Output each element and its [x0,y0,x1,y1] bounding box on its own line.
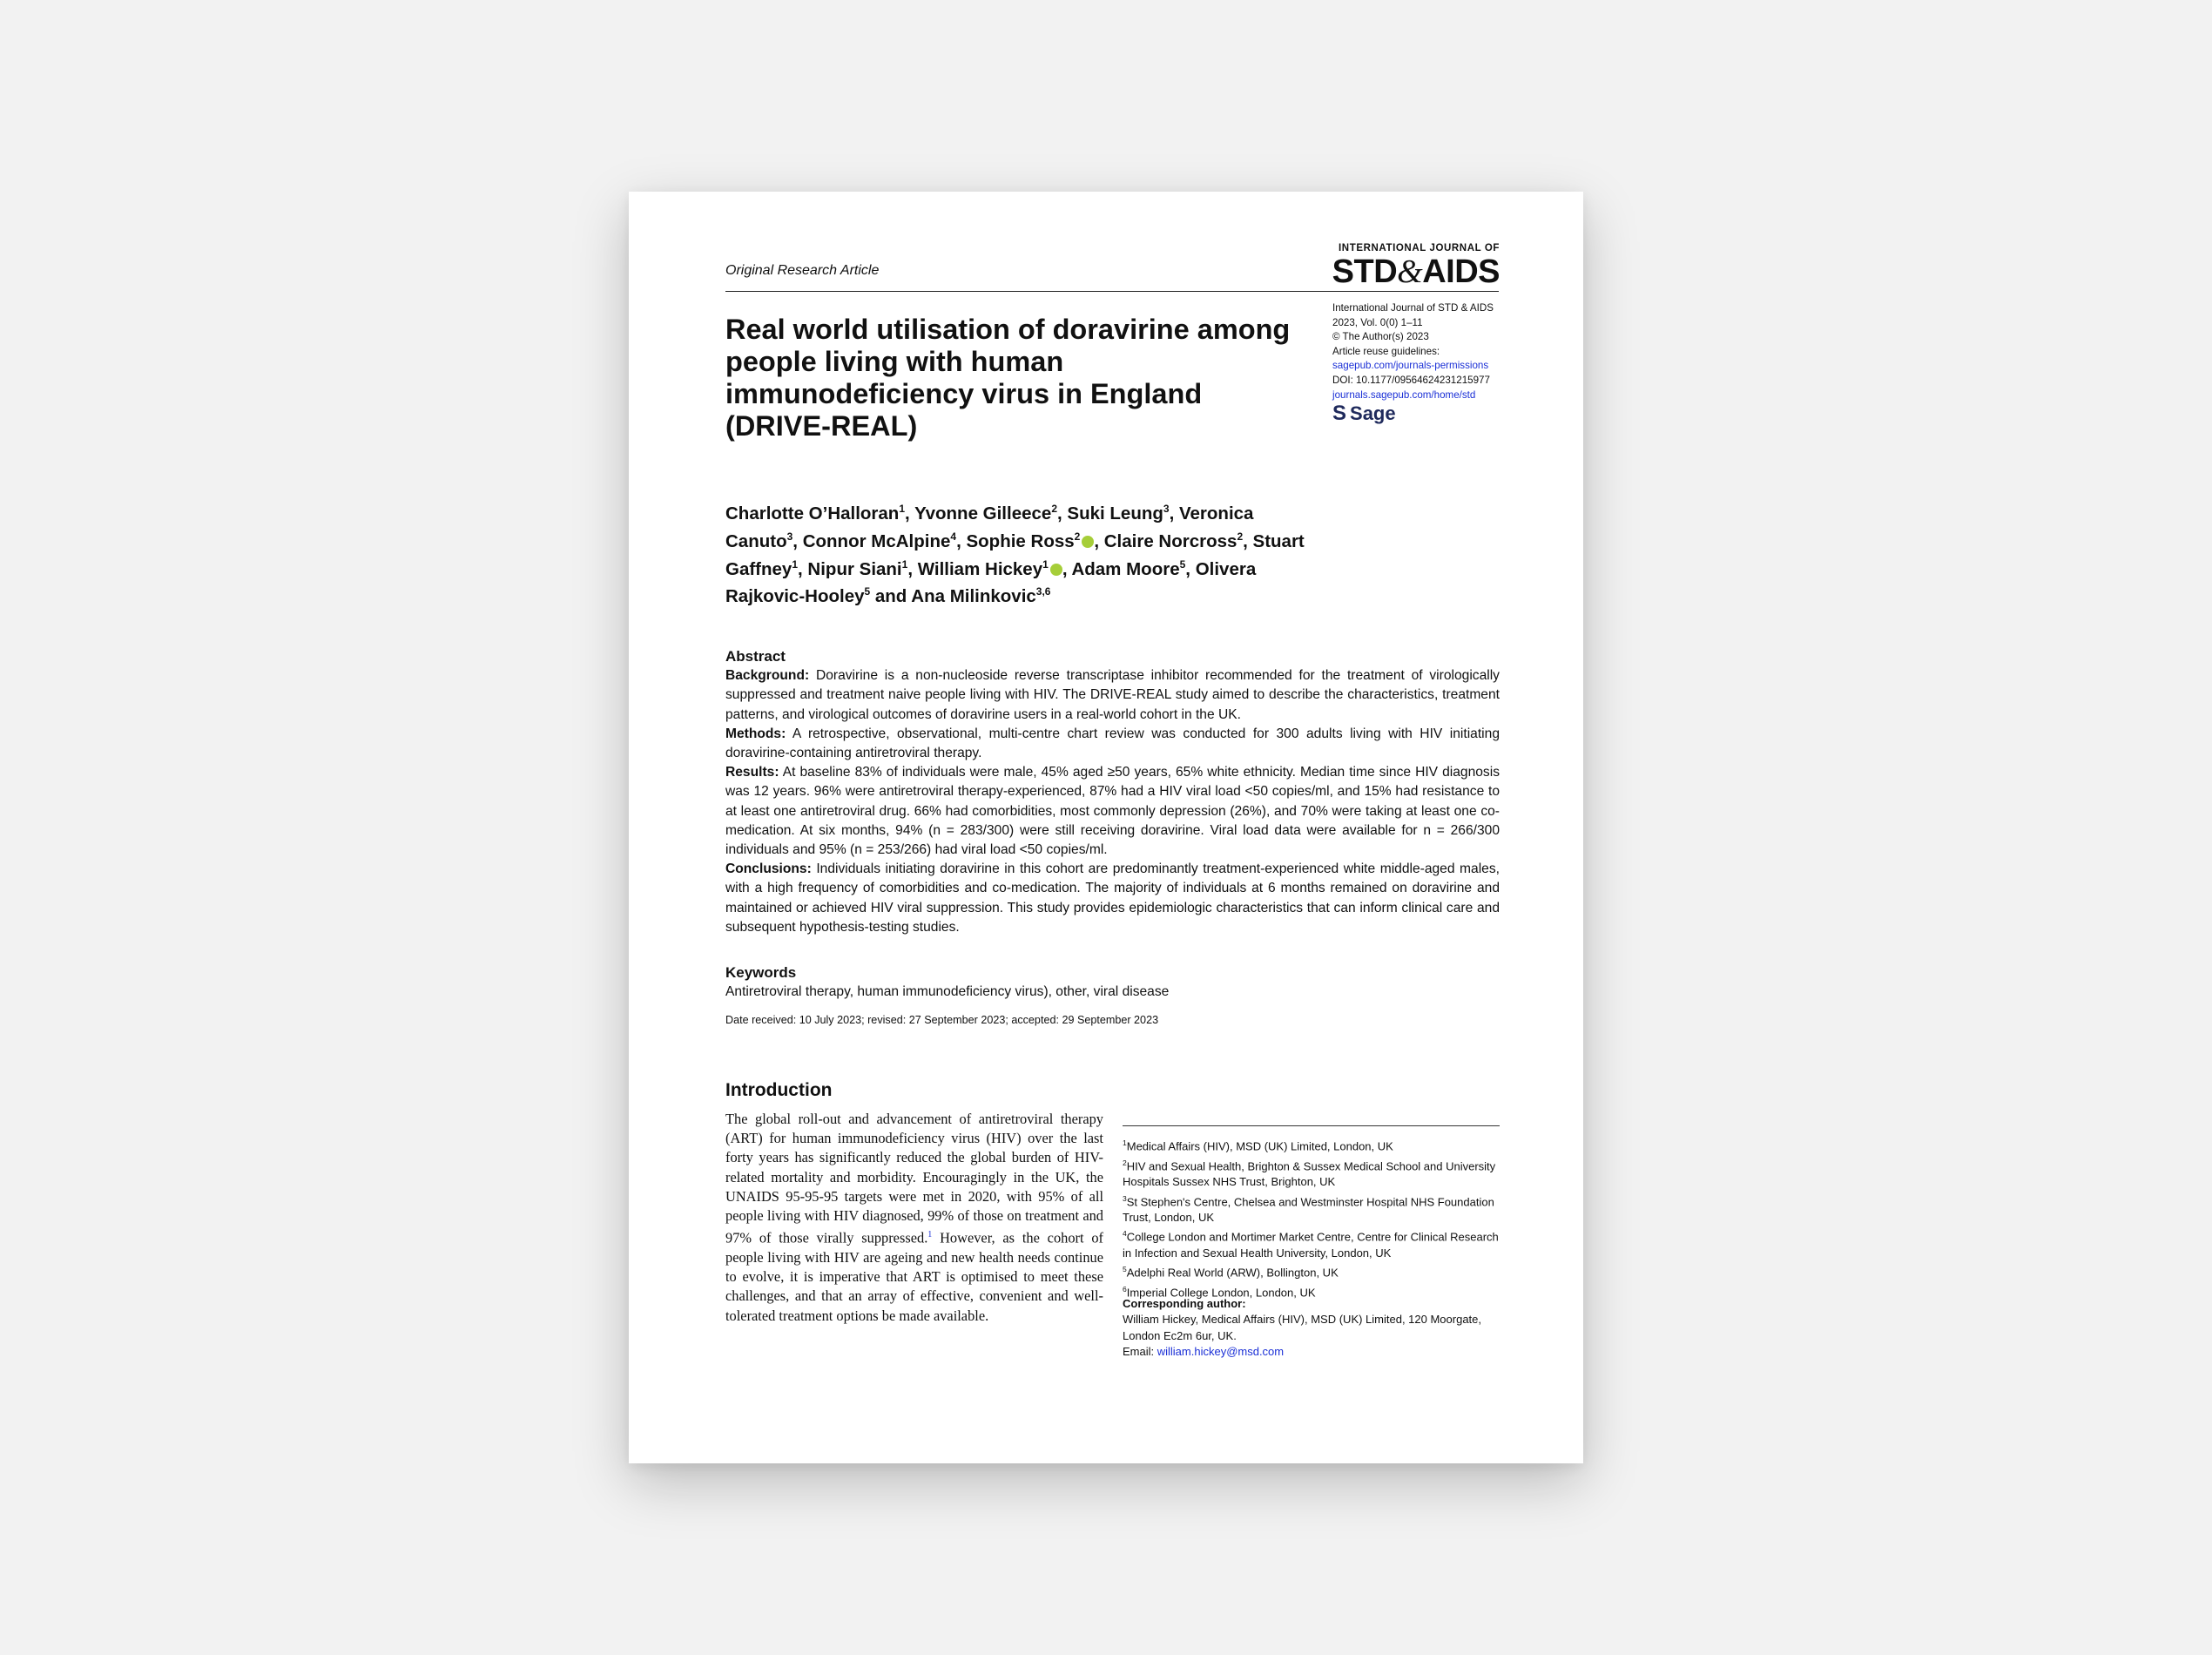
author-separator: , [1057,503,1068,524]
article-metadata [1332,301,1507,402]
abstract-text: At baseline 83% of individuals were male, 45% aged ≥50 years, 65% white ethnicity. Median time since HIV diagnosis was 12 years. 96% were antiretroviral therapy-experienced, 87% had a HIV viral load <50 copies/ml, and 15% had resistance to at least one antiretroviral drug. 66% had comorbidities, most commonly depression (26%), and 70% were taking at least one co-medication. At six months, 94% (n = 283/300) were still receiving doravirine. Viral load data were available for n = 266/300 individuals and 95% (n = 253/266) had viral load <50 copies/ml. [725,765,1500,858]
email-link[interactable]: william.hickey@msd.com [1157,1344,1285,1358]
abstract-label: Conclusions: [725,861,812,877]
author-separator: , [905,503,915,524]
author-name: Connor McAlpine [802,530,951,551]
author-separator: , [798,558,808,579]
introduction-heading: Introduction [725,1080,833,1100]
meta-reuse-link[interactable]: sagepub.com/journals-permissions [1332,360,1489,372]
header-rule [725,291,1499,292]
reference-link[interactable]: 1 [927,1230,933,1240]
article-type-label: Original Research Article [725,263,880,278]
author-name: Nipur Siani [807,558,902,579]
author-affiliation-marker: 1 [901,557,908,571]
article-dates: Date received: 10 July 2023; revised: 27 September 2023; accepted: 29 September 2023 [725,1014,1159,1026]
abstract-label: Background: [725,668,810,684]
orcid-icon[interactable] [1050,564,1062,576]
introduction-text [725,1110,1103,1326]
author-affiliation-marker: 1 [1042,557,1049,571]
author-name: Adam Moore [1071,558,1180,579]
introduction-text-part1: The global roll-out and advancement of antiretroviral therapy (ART) for human immunodeficiency virus (HIV) over the last forty years has significantly reduced the global burden of HIV-related mortality and morbidity. Encouragingly in the UK, the UNAIDS 95-95-95 targets were met in 2020, with 95% of all people living with HIV diagnosed, 99% of those on treatment and 97% of those virally suppressed. [725,1111,1103,1246]
author-name: Olivera Rajkovic-Hooley [725,558,1257,607]
author-separator: , [792,530,803,551]
affiliation-item [1123,1155,1502,1191]
affiliation-text: Medical Affairs (HIV), MSD (UK) Limited, London, UK [1126,1139,1393,1153]
author-name: Stuart Gaffney [725,530,1305,579]
article-page [629,192,1583,1463]
affiliation-text: St Stephen's Centre, Chelsea and Westminster Hospital NHS Foundation Trust, London, UK [1123,1194,1494,1225]
author-separator: , [1169,503,1179,524]
journal-logo-main [1322,254,1500,289]
author-name: William Hickey [917,558,1043,579]
sage-wordmark: Sage [1350,402,1396,424]
affiliation-number: 2 [1123,1158,1127,1167]
corresponding-heading: Corresponding author: [1123,1297,1246,1310]
meta-doi: DOI: 10.1177/09564624231215977 [1332,374,1490,386]
footnote-rule [1123,1125,1500,1126]
author-affiliation-marker: 2 [1051,503,1057,515]
abstract-heading: Abstract [725,648,786,665]
author-separator: and [870,586,912,607]
journal-logo-std: STD [1332,253,1398,290]
abstract-background [725,666,1500,725]
keywords-heading: Keywords [725,964,797,981]
introduction-text-part2: However, as the cohort of people living with HIV are ageing and new health needs continue to evolve, it is imperative that ART is optimised to meet these challenges, and that an array of effective, convenient and well-tolerated treatment options be made available. [725,1229,1103,1324]
abstract-results [725,763,1500,860]
affiliation-text: Adelphi Real World (ARW), Bollington, UK [1126,1266,1339,1280]
affiliation-text: HIV and Sexual Health, Brighton & Sussex Medical School and University Hospitals Sussex NHS Trust, Brighton, UK [1123,1158,1496,1189]
affiliation-number: 3 [1123,1193,1127,1203]
sage-mark-icon: S [1332,402,1347,425]
abstract-text: Doravirine is a non-nucleoside reverse transcriptase inhibitor recommended for the treatment of virologically suppressed and treatment naive people living with HIV. The DRIVE-REAL study aimed to describe the characteristics, treatment patterns, and virological outcomes of doravirine users in a real-world cohort in the UK. [725,668,1500,722]
orcid-icon[interactable] [1082,536,1094,548]
author-affiliation-marker: 3 [786,530,793,543]
affiliation-item [1123,1261,1502,1281]
affiliation-item [1123,1135,1502,1155]
affiliation-number: 4 [1123,1229,1127,1239]
author-affiliation-marker: 4 [950,530,957,543]
meta-copyright: © The Author(s) 2023 [1332,331,1429,343]
meta-reuse-label: Article reuse guidelines: [1332,345,1440,357]
journal-logo-top: INTERNATIONAL JOURNAL OF [1339,243,1500,253]
sage-logo [1332,402,1396,425]
author-name: Ana Milinkovic [911,586,1036,607]
author-separator: , [1243,530,1253,551]
author-affiliation-marker: 5 [1179,557,1186,571]
meta-journal: International Journal of STD & AIDS [1332,302,1494,314]
affiliation-text: College London and Mortimer Market Centre, Centre for Clinical Research in Infection and Sexual Health University, London, UK [1123,1230,1499,1260]
article-title: Real world utilisation of doravirine among people living with human immunodeficiency virus in England (DRIVE-REAL) [725,314,1291,442]
journal-logo [1322,242,1500,289]
author-affiliation-marker: 3,6 [1035,585,1051,598]
author-separator: , [1062,558,1072,579]
affiliation-item [1123,1191,1502,1226]
meta-volume: 2023, Vol. 0(0) 1–11 [1332,316,1423,328]
abstract-text: Individuals initiating doravirine in this cohort are predominantly treatment-experienced white middle-aged males, with a high frequency of comorbidities and co-medication. The majority of individuals at 6 months remained on doravirine and maintained or achieved HIV viral suppression. This study provides epidemiologic characteristics that can inform clinical care and subsequent hypothesis-testing studies. [725,861,1500,935]
keywords-text: Antiretroviral therapy, human immunodeficiency virus), other, viral disease [725,984,1170,999]
abstract-text: A retrospective, observational, multi-centre chart review was conducted for 300 adults living with HIV initiating doravirine-containing antiretroviral therapy. [725,726,1500,761]
affiliation-number: 5 [1123,1265,1127,1274]
abstract-methods [725,725,1500,763]
author-affiliation-marker: 5 [864,585,871,598]
author-affiliation-marker: 1 [792,557,799,571]
corresponding-email-line [1123,1344,1502,1360]
corresponding-author [1123,1296,1502,1360]
affiliations [1123,1135,1502,1301]
author-name: Claire Norcross [1103,530,1238,551]
abstract-label: Methods: [725,726,786,741]
author-affiliation-marker: 3 [1163,503,1170,515]
author-affiliation-marker: 1 [899,503,906,515]
author-name: Suki Leung [1067,503,1163,524]
corresponding-address: William Hickey, Medical Affairs (HIV), MSD (UK) Limited, 120 Moorgate, London Ec2m 6ur, UK. [1123,1313,1482,1342]
meta-journal-link[interactable]: journals.sagepub.com/home/std [1332,388,1476,401]
keywords [725,963,1500,1002]
author-list [725,497,1318,608]
email-label: Email: [1123,1344,1157,1358]
affiliation-number: 1 [1123,1138,1127,1147]
author-separator: , [956,530,967,551]
author-name: Yvonne Gilleece [914,503,1052,524]
author-affiliation-marker: 2 [1237,530,1244,543]
abstract-label: Results: [725,765,779,780]
affiliation-item [1123,1226,1502,1261]
affiliation-number: 6 [1123,1285,1127,1294]
author-name: Charlotte O’Halloran [725,503,900,524]
author-name: Veronica Canuto [725,503,1254,551]
abstract [725,647,1500,937]
author-separator: , [1094,530,1104,551]
author-separator: , [907,558,918,579]
journal-logo-amp: & [1397,253,1423,290]
author-affiliation-marker: 2 [1074,530,1081,543]
author-name: Sophie Ross [966,530,1075,551]
journal-logo-aids: AIDS [1422,253,1500,290]
abstract-conclusions [725,860,1500,937]
affiliation-text: Imperial College London, London, UK [1126,1286,1316,1300]
author-separator: , [1185,558,1196,579]
